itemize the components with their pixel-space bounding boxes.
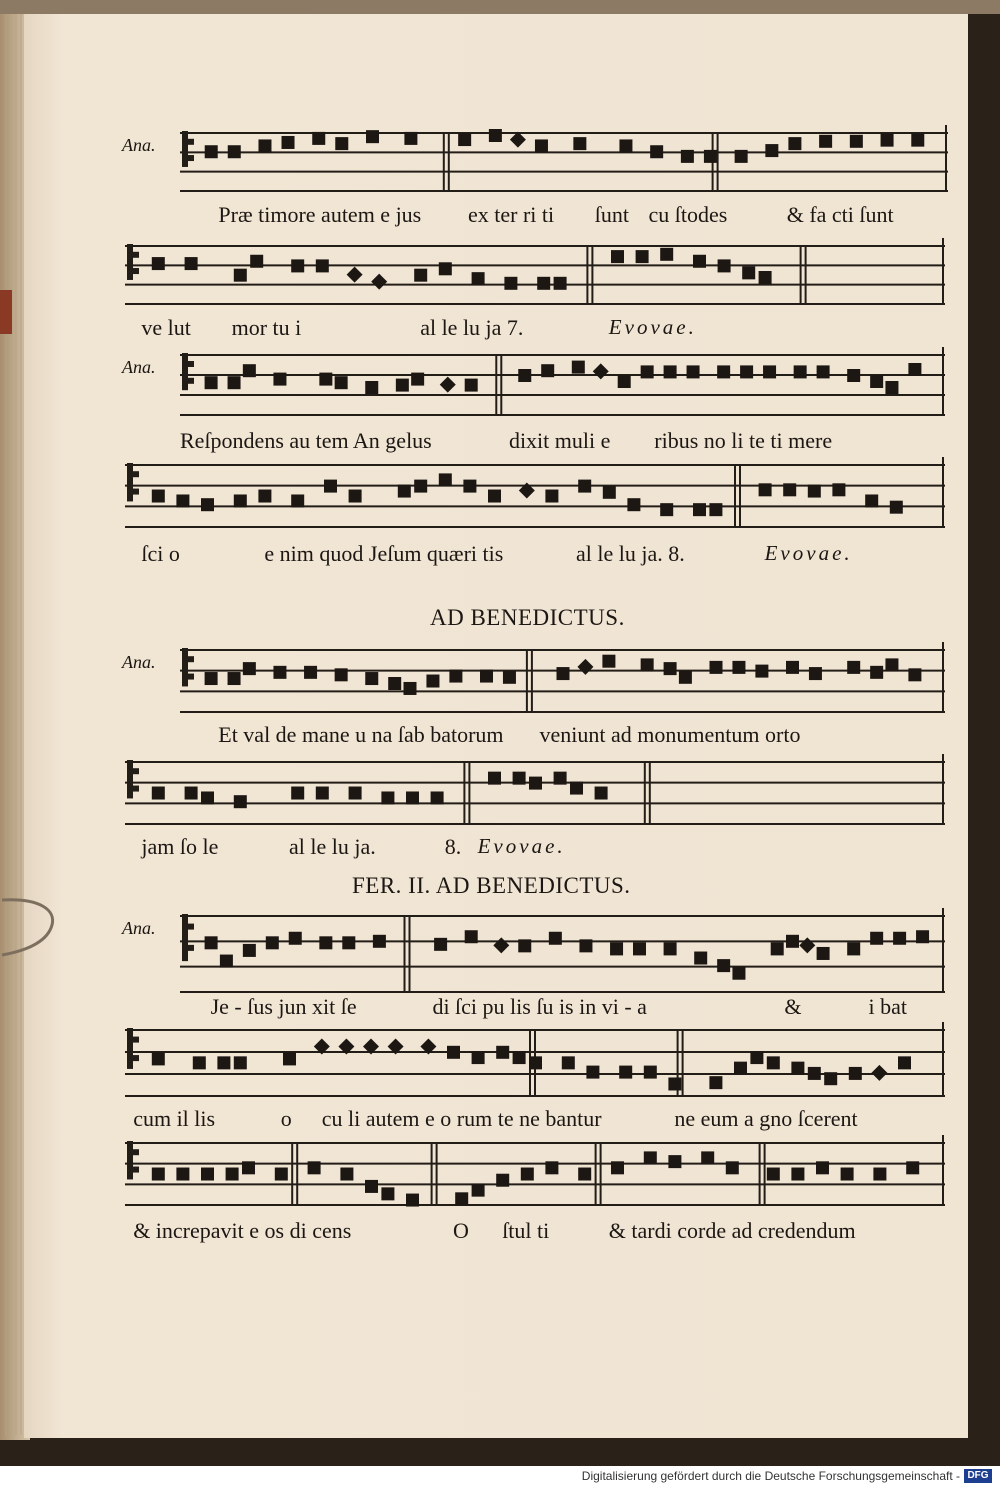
- lyric-text: ſunt: [594, 202, 629, 227]
- lyric-text: al le lu ja 7.: [420, 315, 524, 340]
- neume-punctum: [668, 1077, 681, 1090]
- lyric-text: ex ter ri ti: [468, 202, 555, 227]
- neume-punctum: [152, 787, 165, 800]
- neume-punctum: [316, 787, 329, 800]
- neume-punctum: [291, 259, 304, 272]
- neume-punctum: [627, 498, 640, 511]
- neume-punctum: [809, 667, 822, 680]
- neume-punctum: [381, 1187, 394, 1200]
- spine-tab: [0, 290, 12, 334]
- neume-punctum: [340, 1168, 353, 1181]
- neume-punctum: [152, 257, 165, 270]
- neume-punctum: [908, 668, 921, 681]
- neume-punctum: [283, 1052, 296, 1065]
- neume-punctum: [316, 259, 329, 272]
- neume-punctum: [881, 134, 894, 147]
- clef-mark: [188, 674, 194, 680]
- neume-punctum: [816, 1161, 829, 1174]
- neume-punctum: [518, 369, 531, 382]
- neume-punctum: [398, 485, 411, 498]
- neume-punctum: [365, 672, 378, 685]
- clef-mark: [188, 656, 194, 662]
- neume-punctum: [205, 672, 218, 685]
- neume-punctum: [488, 772, 501, 785]
- neume-punctum: [709, 503, 722, 516]
- neume-punctum: [496, 1174, 509, 1187]
- top-edge: [0, 0, 1000, 14]
- neume-punctum: [193, 1056, 206, 1069]
- neume-punctum: [911, 134, 924, 147]
- neume-punctum: [458, 133, 471, 146]
- neume-punctum: [449, 670, 462, 683]
- neume-punctum: [578, 1168, 591, 1181]
- clef-mark: [127, 760, 133, 798]
- neume-punctum: [243, 364, 256, 377]
- lyric-text: & fa cti ſunt: [786, 202, 894, 227]
- neume-punctum: [217, 1056, 230, 1069]
- neume-punctum: [243, 944, 256, 957]
- neume-punctum: [201, 1168, 214, 1181]
- clef-mark: [188, 155, 194, 161]
- neume-punctum: [513, 772, 526, 785]
- neume-punctum: [243, 662, 256, 675]
- neume-punctum: [496, 1046, 509, 1059]
- neume-punctum: [273, 666, 286, 679]
- neume-punctum: [619, 1066, 632, 1079]
- neume-punctum: [701, 1151, 714, 1164]
- antiphon-label: Ana.: [122, 918, 156, 938]
- antiphon-label: Ana.: [122, 135, 156, 155]
- neume-punctum: [660, 248, 673, 261]
- neume-punctum: [890, 501, 903, 514]
- clef-mark: [133, 1037, 139, 1043]
- lyric-text: jam ſo le: [141, 834, 219, 859]
- neume-punctum: [578, 480, 591, 493]
- neume-punctum: [201, 791, 214, 804]
- neume-punctum: [734, 1062, 747, 1075]
- neume-punctum: [289, 932, 302, 945]
- neume-punctum: [535, 139, 548, 152]
- neume-punctum: [794, 365, 807, 378]
- neume-punctum: [406, 791, 419, 804]
- neume-punctum: [152, 1168, 165, 1181]
- neume-punctum: [824, 1072, 837, 1085]
- neume-punctum: [406, 1194, 419, 1207]
- footer-bar: [0, 1466, 1000, 1487]
- neume-punctum: [610, 942, 623, 955]
- neume-punctum: [893, 932, 906, 945]
- neume-punctum: [908, 363, 921, 376]
- neume-punctum: [742, 266, 755, 279]
- neume-punctum: [644, 1151, 657, 1164]
- neume-punctum: [489, 129, 502, 142]
- neume-punctum: [201, 498, 214, 511]
- neume-punctum: [771, 942, 784, 955]
- neume-punctum: [226, 1168, 239, 1181]
- neume-punctum: [687, 365, 700, 378]
- neume-punctum: [404, 682, 417, 695]
- neume-punctum: [735, 150, 748, 163]
- neume-punctum: [234, 269, 247, 282]
- neume-punctum: [841, 1168, 854, 1181]
- lyric-text: al le lu ja.: [289, 834, 376, 859]
- neume-punctum: [664, 365, 677, 378]
- clef-mark: [133, 768, 139, 774]
- neume-punctum: [710, 661, 723, 674]
- lyric-text: o: [280, 1106, 292, 1131]
- neume-punctum: [503, 671, 516, 684]
- neume-punctum: [282, 136, 295, 149]
- neume-punctum: [273, 373, 286, 386]
- neume-punctum: [439, 262, 452, 275]
- antiphon-label: Ana.: [122, 357, 156, 377]
- neume-punctum: [717, 959, 730, 972]
- section-heading-fer-ii: FER. II. AD BENEDICTUS.: [352, 873, 631, 898]
- clef-mark: [188, 945, 194, 951]
- neume-punctum: [472, 1051, 485, 1064]
- neume-punctum: [365, 381, 378, 394]
- neume-punctum: [808, 1067, 821, 1080]
- neume-punctum: [411, 373, 424, 386]
- neume-punctum: [740, 365, 753, 378]
- lyric-text: ne eum a gno ſcerent: [674, 1106, 858, 1131]
- lyric-text: & tardi corde ad credendum: [608, 1218, 856, 1243]
- neume-punctum: [388, 677, 401, 690]
- clef-mark: [127, 1141, 133, 1179]
- neume-punctum: [650, 145, 663, 158]
- neume-punctum: [668, 1155, 681, 1168]
- neume-punctum: [709, 1076, 722, 1089]
- lyric-text: Præ timore autem e jus: [218, 202, 422, 227]
- neume-punctum: [611, 1161, 624, 1174]
- neume-punctum: [791, 1062, 804, 1075]
- lyric-text: al le lu ja. 8.: [576, 541, 685, 566]
- neume-punctum: [557, 667, 570, 680]
- neume-punctum: [759, 483, 772, 496]
- neume-punctum: [258, 139, 271, 152]
- neume-punctum: [732, 967, 745, 980]
- neume-punctum: [693, 255, 706, 268]
- neume-punctum: [763, 365, 776, 378]
- neume-punctum: [349, 490, 362, 503]
- neume-punctum: [786, 661, 799, 674]
- clef-mark: [127, 1028, 133, 1069]
- neume-punctum: [847, 369, 860, 382]
- neume-punctum: [291, 787, 304, 800]
- neume-punctum: [205, 145, 218, 158]
- neume-punctum: [633, 942, 646, 955]
- neume-punctum: [788, 137, 801, 150]
- neume-punctum: [185, 787, 198, 800]
- neume-punctum: [176, 1168, 189, 1181]
- neume-punctum: [755, 665, 768, 678]
- dfg-logo: DFG: [964, 1469, 992, 1483]
- neume-punctum: [312, 132, 325, 145]
- neume-punctum: [228, 376, 241, 389]
- evovae-text: Evovae.: [608, 315, 697, 339]
- neume-punctum: [759, 271, 772, 284]
- clef-mark: [182, 648, 188, 686]
- neume-punctum: [817, 947, 830, 960]
- lyric-text: i bat: [868, 994, 907, 1019]
- neume-punctum: [234, 1056, 247, 1069]
- neume-punctum: [504, 277, 517, 290]
- neume-punctum: [549, 932, 562, 945]
- neume-punctum: [447, 1046, 460, 1059]
- neume-punctum: [681, 150, 694, 163]
- neume-punctum: [291, 494, 304, 507]
- neume-punctum: [641, 658, 654, 671]
- neume-punctum: [439, 473, 452, 486]
- neume-punctum: [228, 672, 241, 685]
- neume-punctum: [870, 666, 883, 679]
- neume-punctum: [885, 658, 898, 671]
- clef-mark: [133, 1149, 139, 1155]
- neume-punctum: [873, 1168, 886, 1181]
- clef-mark: [188, 361, 194, 367]
- neume-punctum: [718, 259, 731, 272]
- lyric-text: ſci o: [141, 541, 180, 566]
- neume-punctum: [513, 1051, 526, 1064]
- neume-punctum: [205, 376, 218, 389]
- neume-punctum: [250, 255, 263, 268]
- neume-punctum: [849, 1067, 862, 1080]
- neume-punctum: [573, 137, 586, 150]
- neume-punctum: [258, 490, 271, 503]
- neume-punctum: [304, 666, 317, 679]
- neume-punctum: [472, 1184, 485, 1197]
- neume-punctum: [335, 137, 348, 150]
- neume-punctum: [885, 381, 898, 394]
- neume-punctum: [586, 1066, 599, 1079]
- lyric-text: cu ſtodes: [648, 202, 728, 227]
- neume-punctum: [817, 365, 830, 378]
- neume-punctum: [205, 936, 218, 949]
- neume-punctum: [365, 1180, 378, 1193]
- neume-punctum: [342, 936, 355, 949]
- clef-mark: [133, 1055, 139, 1061]
- neume-punctum: [234, 494, 247, 507]
- clef-mark: [127, 244, 133, 280]
- antiphon-label: Ana.: [122, 652, 156, 672]
- lyric-text: Reſpondens au tem An gelus: [180, 428, 432, 453]
- neume-punctum: [579, 939, 592, 952]
- clef-mark: [133, 786, 139, 792]
- neume-punctum: [308, 1161, 321, 1174]
- clef-mark: [133, 489, 139, 495]
- neume-punctum: [373, 935, 386, 948]
- neume-punctum: [870, 375, 883, 388]
- neume-punctum: [426, 675, 439, 688]
- neume-punctum: [480, 670, 493, 683]
- neume-punctum: [619, 139, 632, 152]
- neume-punctum: [319, 936, 332, 949]
- neume-punctum: [636, 250, 649, 263]
- neume-punctum: [819, 135, 832, 148]
- clef-mark: [133, 252, 139, 258]
- clef-mark: [188, 924, 194, 930]
- neume-punctum: [463, 480, 476, 493]
- neume-punctum: [275, 1168, 288, 1181]
- neume-punctum: [870, 932, 883, 945]
- neume-punctum: [545, 1161, 558, 1174]
- neume-punctum: [664, 662, 677, 675]
- neume-punctum: [572, 361, 585, 374]
- clef-mark: [182, 131, 188, 167]
- neume-punctum: [726, 1161, 739, 1174]
- neume-punctum: [545, 490, 558, 503]
- neume-punctum: [694, 952, 707, 965]
- clef-mark: [188, 378, 194, 384]
- neume-punctum: [521, 1168, 534, 1181]
- neume-punctum: [554, 277, 567, 290]
- neume-punctum: [396, 379, 409, 392]
- clef-mark: [133, 471, 139, 477]
- neume-punctum: [832, 483, 845, 496]
- lyric-text: cu li autem e o rum te ne bantur: [321, 1106, 602, 1131]
- neume-punctum: [414, 480, 427, 493]
- neume-punctum: [228, 145, 241, 158]
- neume-punctum: [434, 938, 447, 951]
- neume-punctum: [808, 485, 821, 498]
- neume-punctum: [595, 787, 608, 800]
- lyric-text: O: [453, 1218, 469, 1243]
- neume-punctum: [562, 1056, 575, 1069]
- neume-punctum: [554, 772, 567, 785]
- neume-punctum: [414, 269, 427, 282]
- neume-punctum: [847, 661, 860, 674]
- neume-punctum: [906, 1161, 919, 1174]
- neume-punctum: [266, 936, 279, 949]
- lyric-text: mor tu i: [231, 315, 302, 340]
- lyric-text: ve lut: [141, 315, 191, 340]
- lyric-text: dixit muli e: [508, 428, 611, 453]
- neume-punctum: [349, 787, 362, 800]
- neume-punctum: [537, 277, 550, 290]
- clef-mark: [133, 268, 139, 274]
- neume-punctum: [847, 942, 860, 955]
- neume-punctum: [916, 930, 929, 943]
- neume-punctum: [465, 379, 478, 392]
- neume-punctum: [455, 1192, 468, 1205]
- clef-mark: [188, 139, 194, 145]
- lyric-text: 8.: [444, 834, 462, 859]
- neume-punctum: [529, 777, 542, 790]
- neume-punctum: [865, 494, 878, 507]
- neume-punctum: [603, 486, 616, 499]
- neume-punctum: [324, 480, 337, 493]
- lyric-text: Je - ſus jun xit ſe: [210, 994, 357, 1019]
- neume-punctum: [488, 490, 501, 503]
- neume-punctum: [679, 671, 692, 684]
- neume-punctum: [472, 272, 485, 285]
- clef-mark: [127, 463, 133, 501]
- evovae-text: Evovae.: [764, 541, 853, 565]
- neume-punctum: [644, 1066, 657, 1079]
- lyric-text: cum il lis: [133, 1106, 216, 1131]
- neume-punctum: [152, 1052, 165, 1065]
- neume-punctum: [850, 135, 863, 148]
- neume-punctum: [242, 1161, 255, 1174]
- clef-mark: [182, 353, 188, 390]
- neume-punctum: [765, 144, 778, 157]
- neume-punctum: [693, 503, 706, 516]
- lyric-text: veniunt ad monumentum orto: [539, 722, 801, 747]
- neume-punctum: [618, 375, 631, 388]
- neume-punctum: [152, 490, 165, 503]
- neume-punctum: [465, 930, 478, 943]
- neume-punctum: [641, 365, 654, 378]
- neume-punctum: [767, 1056, 780, 1069]
- neume-punctum: [783, 483, 796, 496]
- lyric-text: di ſci pu lis ſu is in vi - a: [432, 994, 647, 1019]
- lyric-text: e nim quod Jeſum quæri tis: [264, 541, 504, 566]
- neume-punctum: [767, 1168, 780, 1181]
- lyric-text: ſtul ti: [502, 1218, 550, 1243]
- neume-punctum: [366, 130, 379, 143]
- evovae-text: Evovae.: [477, 834, 566, 858]
- neume-punctum: [431, 791, 444, 804]
- lyric-text: Et val de mane u na ſab batorum: [218, 722, 504, 747]
- neume-punctum: [176, 494, 189, 507]
- footer-credit: Digitalisierung gefördert durch die Deutsche Forschungsgemeinschaft -: [581, 1469, 960, 1483]
- neume-punctum: [381, 791, 394, 804]
- neume-punctum: [786, 935, 799, 948]
- neume-punctum: [404, 132, 417, 145]
- clef-mark: [133, 1167, 139, 1173]
- neume-punctum: [791, 1168, 804, 1181]
- section-heading-ad-benedictus: AD BENEDICTUS.: [430, 605, 625, 630]
- neume-punctum: [660, 503, 673, 516]
- lyric-text: ribus no li te ti mere: [654, 428, 833, 453]
- neume-punctum: [319, 373, 332, 386]
- lyric-text: & increpavit e os di cens: [133, 1218, 352, 1243]
- neume-punctum: [518, 939, 531, 952]
- neume-punctum: [898, 1056, 911, 1069]
- neume-punctum: [570, 782, 583, 795]
- clef-mark: [182, 914, 188, 961]
- neume-punctum: [220, 955, 233, 968]
- neume-punctum: [335, 376, 348, 389]
- neume-punctum: [602, 655, 615, 668]
- lyric-text: &: [784, 994, 802, 1019]
- neume-punctum: [529, 1056, 542, 1069]
- neume-punctum: [185, 257, 198, 270]
- neume-punctum: [234, 795, 247, 808]
- neume-punctum: [335, 668, 348, 681]
- neume-punctum: [750, 1051, 763, 1064]
- neume-punctum: [717, 365, 730, 378]
- neume-punctum: [732, 661, 745, 674]
- neume-punctum: [541, 364, 554, 377]
- neume-punctum: [611, 250, 624, 263]
- neume-punctum: [664, 942, 677, 955]
- neume-punctum: [704, 150, 717, 163]
